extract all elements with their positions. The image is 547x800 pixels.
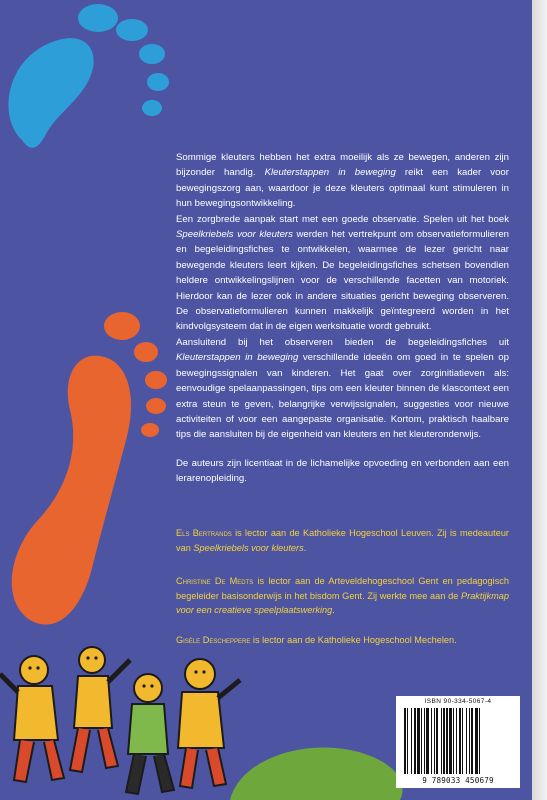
author-bio-bertrands: Els Bertrands is lector aan de Katholieke Hogeschool Leuven. Zij is medeauteur van Speelkriebels voor kleuters. xyxy=(176,528,509,553)
barcode-number: 9 789033 450679 xyxy=(422,776,494,785)
barcode-bar xyxy=(475,708,478,774)
barcode-bar xyxy=(449,708,452,774)
isbn-label: ISBN 90-334-5067-4 xyxy=(424,698,492,705)
page-edge xyxy=(532,0,547,800)
author-name: Gisèle Descheppere xyxy=(176,635,251,645)
isbn-barcode-box xyxy=(396,696,520,788)
orange-footprint-icon xyxy=(0,300,180,630)
barcode-bar xyxy=(407,708,408,774)
barcode-bar xyxy=(426,708,429,774)
barcode-bar xyxy=(436,708,438,774)
author-bio-de-medts: Christine De Medts is lector aan de Arteveldehogeschool Gent en pedagogisch begeleider basisonderwijs in het bisdom Gent. Zij werkte mee aan de Praktijkmap voor een creatieve speelplaatswerking. xyxy=(176,576,509,615)
barcode-icon xyxy=(402,708,514,774)
children-illustration xyxy=(0,630,260,800)
paragraph-guidance: Aansluitend bij het observeren bieden de begeleidingsfiches uit Kleuterstappen in beweging verschillende ideeën om goed in te spelen op bewegingssignalen van kinderen. Het gaat over zorginitiatieven als: eenvoudige spelaanpassingen, tips om een kleuter binnen de klascontext een extra steun te geven, belangrijke verwijssignalen, suggesties voor nieuwe activiteiten of voor een aangepaste organisatie. Kortom, praktisch haalbare tips die aansluiten bij de eigenheid van kleuters en het kleuteronderwijs. xyxy=(176,336,509,441)
barcode-bar xyxy=(479,708,480,774)
author-name: Christine De Medts xyxy=(176,576,254,586)
book-title: Kleuterstappen in beweging xyxy=(264,167,396,179)
barcode-bar xyxy=(414,708,416,774)
author-bio-descheppere: Gisèle Descheppere is lector aan de Katholieke Hogeschool Mechelen. xyxy=(176,635,457,645)
barcode-bar xyxy=(443,708,445,774)
barcode-bar xyxy=(404,708,406,774)
barcode-bar xyxy=(411,708,412,774)
barcode-bar xyxy=(453,708,454,774)
barcode-bar xyxy=(431,708,432,774)
barcode-bar xyxy=(471,708,473,774)
barcode-bar xyxy=(466,708,467,774)
paragraph-observation: Een zorgbrede aanpak start met een goede observatie. Spelen uit het boek Speelkriebels voor kleuters werden het vertrekpunt om observatieformulieren en begeleidingsfiches te ontwikkelen, waarmee de lezer gericht naar bewegende kleuters leert kijken. De begeleidingsfiches schetsen bovendien heldere ontwikkelingslijnen voor de verschillende facetten van motoriek. Hierdoor kan de lezer ook in andere situaties gericht beweging observeren. De observatieformulieren kunnen makkelijk geïntegreerd worden in het kindvolgsysteem dat in de eigen werksituatie wordt gebruikt. xyxy=(176,213,510,333)
barcode-bar xyxy=(456,708,457,774)
blue-footprint-icon xyxy=(0,0,200,160)
book-title: Speelkriebels voor kleuters xyxy=(176,229,293,241)
barcode-bar xyxy=(424,708,425,774)
barcode-bar xyxy=(469,708,470,774)
barcode-bar xyxy=(446,708,448,774)
barcode-bar xyxy=(459,708,461,774)
barcode-bar xyxy=(434,708,435,774)
barcode-bar xyxy=(462,708,463,774)
paragraph-intro: Sommige kleuters hebben het extra moeilijk als ze bewegen, anderen zijn bijzonder handig. Kleuterstappen in beweging reikt een kader voor bewegingszorg aan, waardoor je deze kleuters optimaal kunt stimuleren in hun bewegingsontwikkeling. xyxy=(176,152,509,210)
paragraph-authors: De auteurs zijn licentiaat in de lichamelijke opvoeding en verbonden aan een lerarenopleiding. xyxy=(176,457,509,485)
barcode-bar xyxy=(421,708,422,774)
barcode-bar xyxy=(441,708,442,774)
author-name: Els Bertrands xyxy=(176,528,232,538)
back-cover-text xyxy=(176,150,509,487)
book-title: Kleuterstappen in beweging xyxy=(176,352,299,364)
barcode-bar xyxy=(417,708,420,774)
